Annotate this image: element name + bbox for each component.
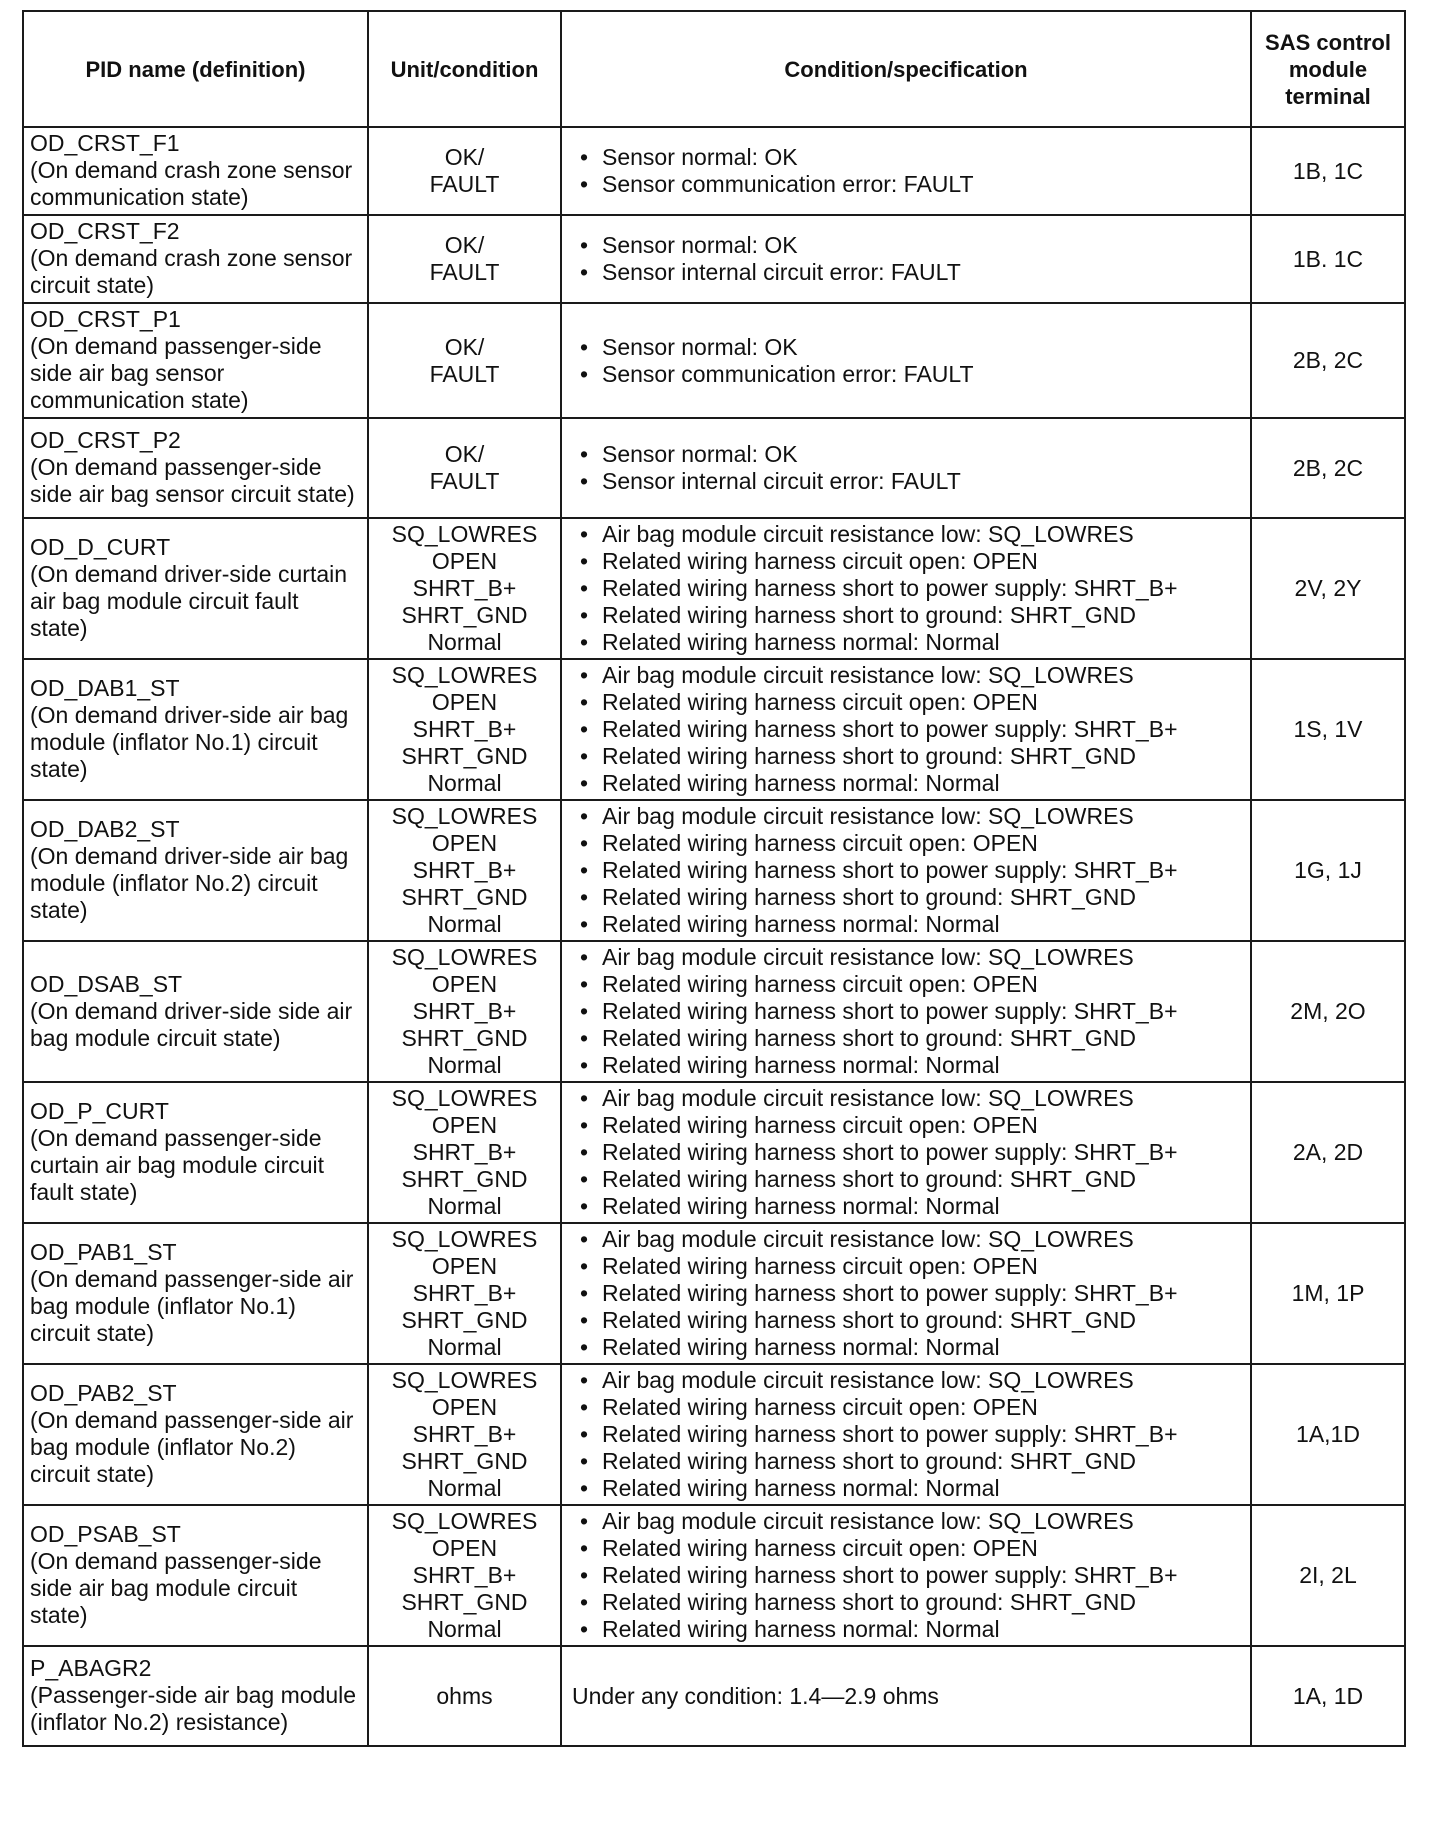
condition-item: • Related wiring harness short to power supply: SHRT_B+ <box>572 716 1244 743</box>
unit-value: OK/ <box>444 144 485 170</box>
unit-value: SHRT_B+ <box>412 857 517 883</box>
condition-item: • Related wiring harness normal: Normal <box>572 1193 1244 1220</box>
condition-list <box>572 662 1244 797</box>
condition-item: • Related wiring harness circuit open: OPEN <box>572 548 1244 575</box>
table-row <box>23 941 1405 1082</box>
unit-value: Normal <box>427 1052 502 1078</box>
condition-item: • Related wiring harness short to ground: SHRT_GND <box>572 743 1244 770</box>
unit-cell <box>368 1223 561 1364</box>
pid-name: OD_D_CURT <box>30 534 171 560</box>
terminal-cell: 2A, 2D <box>1251 1082 1405 1223</box>
pid-name: OD_CRST_P2 <box>30 427 181 453</box>
condition-cell <box>561 659 1251 800</box>
condition-item: • Related wiring harness short to ground: SHRT_GND <box>572 602 1244 629</box>
condition-item: • Related wiring harness short to power supply: SHRT_B+ <box>572 1280 1244 1307</box>
header-unit: Unit/condition <box>368 11 561 127</box>
condition-item: • Sensor normal: OK <box>572 144 1244 171</box>
unit-value: Normal <box>427 1616 502 1642</box>
unit-value: SHRT_GND <box>401 1166 528 1192</box>
condition-cell <box>561 800 1251 941</box>
pid-name: OD_DSAB_ST <box>30 970 183 997</box>
unit-value: Normal <box>427 911 502 937</box>
unit-value: OK/ <box>444 333 485 360</box>
header-terminal: SAS control module terminal <box>1251 11 1405 127</box>
pid-cell <box>23 1646 368 1746</box>
unit-value: FAULT <box>429 259 500 285</box>
unit-value: SQ_LOWRES <box>391 944 538 970</box>
unit-cell <box>368 800 561 941</box>
condition-item: • Related wiring harness short to ground: SHRT_GND <box>572 1307 1244 1334</box>
pid-name: OD_P_CURT <box>30 1098 169 1124</box>
terminal-cell: 2M, 2O <box>1251 941 1405 1082</box>
pid-name: OD_CRST_F2 <box>30 218 180 244</box>
condition-item: • Related wiring harness normal: Normal <box>572 770 1244 797</box>
condition-item: • Sensor normal: OK <box>572 232 1244 259</box>
pid-name: P_ABAGR2 <box>30 1655 152 1681</box>
condition-item: • Related wiring harness short to ground: SHRT_GND <box>572 1025 1244 1052</box>
condition-cell <box>561 1223 1251 1364</box>
condition-item: • Related wiring harness normal: Normal <box>572 1052 1244 1079</box>
condition-item: • Air bag module circuit resistance low: SQ_LOWRES <box>572 944 1244 971</box>
pid-definition: (On demand crash zone sensor circuit state) <box>30 245 353 298</box>
condition-cell <box>561 303 1251 418</box>
condition-item: • Related wiring harness circuit open: OPEN <box>572 689 1244 716</box>
unit-value: ohms <box>436 1682 493 1709</box>
unit-cell <box>368 418 561 518</box>
unit-value: SHRT_GND <box>401 1448 528 1474</box>
pid-name: OD_PAB1_ST <box>30 1239 177 1265</box>
pid-definition: (On demand crash zone sensor communication state) <box>30 157 353 210</box>
condition-item: • Sensor normal: OK <box>572 441 1244 468</box>
unit-value: SHRT_GND <box>401 602 528 628</box>
terminal-cell: 1S, 1V <box>1251 659 1405 800</box>
table-row <box>23 127 1405 215</box>
pid-name: OD_CRST_P1 <box>30 306 181 332</box>
pid-cell <box>23 127 368 215</box>
condition-item: • Air bag module circuit resistance low: SQ_LOWRES <box>572 662 1244 689</box>
pid-cell <box>23 659 368 800</box>
condition-list <box>572 144 1244 198</box>
unit-cell <box>368 941 561 1082</box>
terminal-cell: 1A,1D <box>1251 1364 1405 1505</box>
unit-value: SQ_LOWRES <box>391 1085 538 1111</box>
condition-list <box>572 521 1244 656</box>
unit-value: OPEN <box>431 1394 498 1420</box>
unit-value: SHRT_B+ <box>412 1139 517 1165</box>
condition-list <box>572 441 1244 495</box>
pid-cell <box>23 303 368 418</box>
table-row <box>23 1505 1405 1646</box>
condition-item: • Related wiring harness short to power supply: SHRT_B+ <box>572 998 1244 1025</box>
unit-value: SQ_LOWRES <box>391 662 538 688</box>
unit-value: SHRT_B+ <box>412 1280 517 1306</box>
unit-value: OPEN <box>431 548 498 574</box>
condition-list <box>572 803 1244 938</box>
unit-value: OPEN <box>431 1535 498 1561</box>
terminal-cell: 2I, 2L <box>1251 1505 1405 1646</box>
terminal-cell: 1B, 1C <box>1251 127 1405 215</box>
pid-cell <box>23 215 368 303</box>
pid-definition: (On demand passenger-side curtain air bag module circuit fault state) <box>30 1125 325 1205</box>
pid-cell <box>23 1082 368 1223</box>
condition-item: • Related wiring harness short to ground: SHRT_GND <box>572 1589 1244 1616</box>
terminal-cell: 1G, 1J <box>1251 800 1405 941</box>
unit-value: Normal <box>427 1193 502 1219</box>
condition-item: • Sensor normal: OK <box>572 334 1244 361</box>
unit-value: SHRT_B+ <box>412 1562 517 1588</box>
condition-item: • Related wiring harness normal: Normal <box>572 629 1244 656</box>
table-row <box>23 659 1405 800</box>
condition-list <box>572 1226 1244 1361</box>
unit-cell <box>368 1082 561 1223</box>
pid-definition: (On demand passenger-side air bag module (inflator No.1) circuit state) <box>30 1266 354 1346</box>
unit-value: SQ_LOWRES <box>391 1508 538 1534</box>
table-row <box>23 1223 1405 1364</box>
pid-cell <box>23 418 368 518</box>
condition-cell <box>561 1505 1251 1646</box>
unit-value: SHRT_GND <box>401 743 528 769</box>
terminal-cell: 2V, 2Y <box>1251 518 1405 659</box>
condition-item: • Related wiring harness short to power supply: SHRT_B+ <box>572 1139 1244 1166</box>
table-row <box>23 418 1405 518</box>
condition-item: • Related wiring harness short to power supply: SHRT_B+ <box>572 1562 1244 1589</box>
condition-item: • Related wiring harness normal: Normal <box>572 1616 1244 1643</box>
condition-cell <box>561 127 1251 215</box>
condition-item: • Related wiring harness circuit open: OPEN <box>572 1535 1244 1562</box>
condition-item: • Related wiring harness circuit open: OPEN <box>572 1394 1244 1421</box>
unit-value: SHRT_B+ <box>412 1421 517 1447</box>
pid-name: OD_PSAB_ST <box>30 1521 181 1547</box>
unit-value: SHRT_GND <box>401 1025 528 1051</box>
unit-cell <box>368 215 561 303</box>
unit-value: SQ_LOWRES <box>391 803 538 829</box>
unit-value: Normal <box>427 770 502 796</box>
unit-value: Normal <box>427 1334 502 1360</box>
pid-cell <box>23 1364 368 1505</box>
condition-list <box>572 1508 1244 1643</box>
condition-item: • Air bag module circuit resistance low: SQ_LOWRES <box>572 1226 1244 1253</box>
condition-item: • Related wiring harness circuit open: OPEN <box>572 1112 1244 1139</box>
unit-cell <box>368 1646 561 1746</box>
unit-value: OPEN <box>431 1253 498 1279</box>
pid-definition: (On demand driver-side curtain air bag module circuit fault state) <box>30 561 348 641</box>
unit-cell <box>368 659 561 800</box>
pid-definition: (On demand driver-side side air bag module circuit state) <box>30 997 353 1051</box>
unit-value: FAULT <box>429 360 500 387</box>
pid-name: OD_PAB2_ST <box>30 1380 177 1406</box>
condition-item: • Air bag module circuit resistance low: SQ_LOWRES <box>572 803 1244 830</box>
pid-name: OD_CRST_F1 <box>30 130 180 156</box>
condition-item: • Related wiring harness circuit open: OPEN <box>572 830 1244 857</box>
pid-name: OD_DAB2_ST <box>30 816 180 842</box>
unit-cell <box>368 1364 561 1505</box>
header-condition: Condition/specification <box>561 11 1251 127</box>
pid-cell <box>23 518 368 659</box>
unit-value: SHRT_GND <box>401 1307 528 1333</box>
unit-value: SHRT_GND <box>401 884 528 910</box>
unit-value: SHRT_B+ <box>412 575 517 601</box>
condition-cell <box>561 1082 1251 1223</box>
condition-cell <box>561 518 1251 659</box>
table-row <box>23 800 1405 941</box>
condition-text: Under any condition: 1.4—2.9 ohms <box>572 1682 939 1709</box>
terminal-cell: 2B, 2C <box>1251 418 1405 518</box>
condition-item: • Sensor communication error: FAULT <box>572 171 1244 198</box>
condition-item: • Related wiring harness short to ground: SHRT_GND <box>572 884 1244 911</box>
unit-cell <box>368 127 561 215</box>
condition-item: • Related wiring harness normal: Normal <box>572 1475 1244 1502</box>
pid-cell <box>23 941 368 1082</box>
unit-cell <box>368 518 561 659</box>
unit-value: OK/ <box>444 441 485 467</box>
header-pid: PID name (definition) <box>23 11 368 127</box>
unit-value: OPEN <box>431 830 498 856</box>
condition-item: • Related wiring harness short to ground: SHRT_GND <box>572 1448 1244 1475</box>
condition-cell <box>561 1364 1251 1505</box>
unit-value: OK/ <box>444 232 485 258</box>
condition-cell <box>561 215 1251 303</box>
condition-item: • Sensor internal circuit error: FAULT <box>572 468 1244 495</box>
condition-item: • Related wiring harness normal: Normal <box>572 1334 1244 1361</box>
condition-list <box>572 944 1244 1079</box>
pid-definition: (On demand passenger-side air bag module (inflator No.2) circuit state) <box>30 1407 354 1487</box>
condition-list <box>572 232 1244 286</box>
unit-value: SQ_LOWRES <box>391 1226 538 1252</box>
condition-item: • Air bag module circuit resistance low: SQ_LOWRES <box>572 1085 1244 1112</box>
unit-value: SQ_LOWRES <box>391 1367 538 1393</box>
table-body <box>23 127 1405 1746</box>
pid-cell <box>23 1223 368 1364</box>
unit-cell <box>368 1505 561 1646</box>
pid-definition: (On demand passenger-side side air bag sensor communication state) <box>30 333 322 413</box>
unit-value: SHRT_B+ <box>412 716 517 742</box>
terminal-cell: 1A, 1D <box>1251 1646 1405 1746</box>
condition-list <box>572 334 1244 388</box>
unit-value: FAULT <box>429 171 500 197</box>
condition-item: • Air bag module circuit resistance low: SQ_LOWRES <box>572 521 1244 548</box>
unit-value: OPEN <box>431 689 498 715</box>
condition-item: • Sensor internal circuit error: FAULT <box>572 259 1244 286</box>
pid-definition: (On demand passenger-side side air bag module circuit state) <box>30 1548 322 1628</box>
pid-definition: (On demand passenger-side side air bag sensor circuit state) <box>30 454 355 507</box>
unit-value: Normal <box>427 1475 502 1501</box>
terminal-cell: 2B, 2C <box>1251 303 1405 418</box>
condition-item: • Sensor communication error: FAULT <box>572 361 1244 388</box>
terminal-cell: 1B. 1C <box>1251 215 1405 303</box>
table-row <box>23 1364 1405 1505</box>
condition-item: • Related wiring harness circuit open: OPEN <box>572 971 1244 998</box>
condition-item: • Related wiring harness short to ground: SHRT_GND <box>572 1166 1244 1193</box>
condition-list <box>572 1085 1244 1220</box>
terminal-cell: 1M, 1P <box>1251 1223 1405 1364</box>
pid-cell <box>23 1505 368 1646</box>
unit-value: OPEN <box>431 1112 498 1138</box>
unit-value: SHRT_B+ <box>412 998 517 1024</box>
unit-value: Normal <box>427 629 502 655</box>
table-row <box>23 1646 1405 1746</box>
unit-value: SHRT_GND <box>401 1589 528 1615</box>
pid-definition: (On demand driver-side air bag module (inflator No.2) circuit state) <box>30 843 349 923</box>
condition-item: • Related wiring harness short to power supply: SHRT_B+ <box>572 1421 1244 1448</box>
pid-name: OD_DAB1_ST <box>30 675 180 701</box>
condition-item: • Related wiring harness short to power supply: SHRT_B+ <box>572 575 1244 602</box>
condition-item: • Related wiring harness short to power supply: SHRT_B+ <box>572 857 1244 884</box>
condition-cell <box>561 418 1251 518</box>
table-row <box>23 303 1405 418</box>
pid-cell <box>23 800 368 941</box>
condition-item: • Air bag module circuit resistance low: SQ_LOWRES <box>572 1508 1244 1535</box>
table-row <box>23 1082 1405 1223</box>
condition-cell <box>561 1646 1251 1746</box>
unit-value: OPEN <box>431 971 498 997</box>
header-row <box>23 11 1405 127</box>
condition-list <box>572 1367 1244 1502</box>
condition-item: • Related wiring harness circuit open: OPEN <box>572 1253 1244 1280</box>
condition-item: • Air bag module circuit resistance low: SQ_LOWRES <box>572 1367 1244 1394</box>
condition-item: • Related wiring harness normal: Normal <box>572 911 1244 938</box>
unit-value: SQ_LOWRES <box>391 521 538 547</box>
table-row <box>23 518 1405 659</box>
condition-cell <box>561 941 1251 1082</box>
pid-table <box>22 10 1406 1747</box>
unit-cell <box>368 303 561 418</box>
table-row <box>23 215 1405 303</box>
unit-value: FAULT <box>429 468 500 494</box>
pid-definition: (On demand driver-side air bag module (inflator No.1) circuit state) <box>30 702 349 782</box>
pid-definition: (Passenger-side air bag module (inflator No.2) resistance) <box>30 1682 357 1735</box>
